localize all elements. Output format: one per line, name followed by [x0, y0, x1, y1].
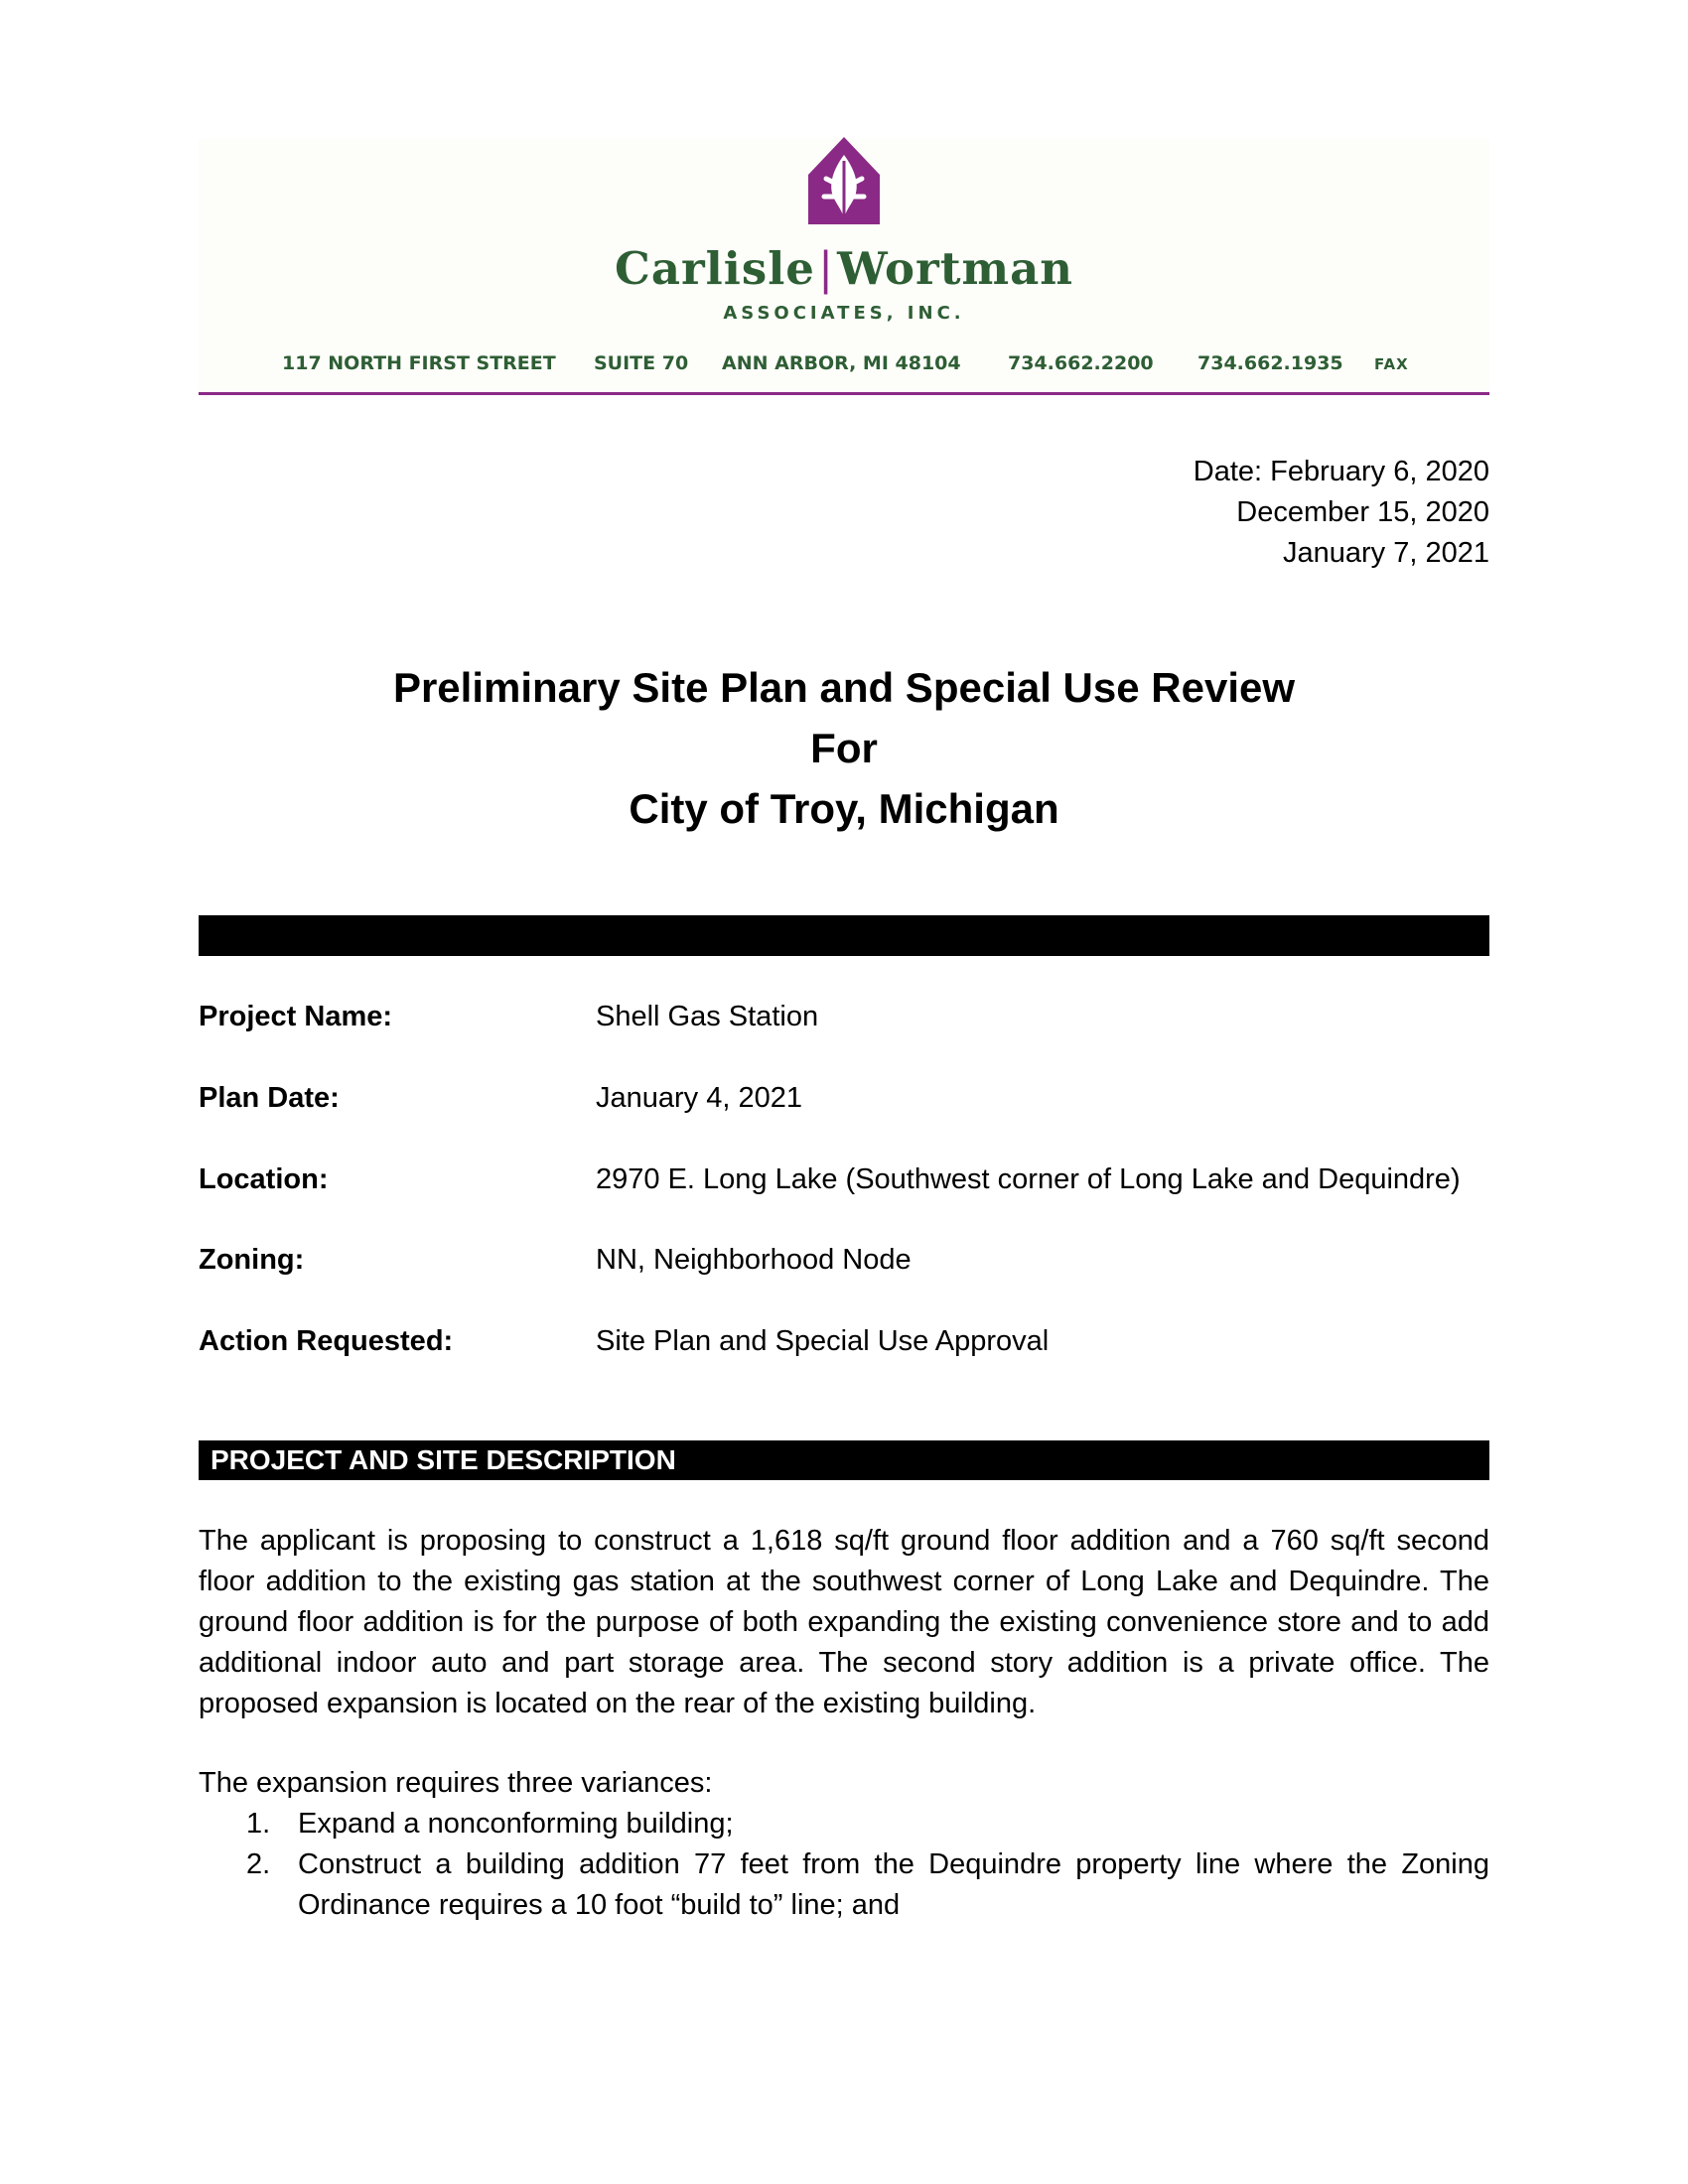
date-line-2: December 15, 2020: [1236, 496, 1489, 528]
action-requested-label: Action Requested:: [199, 1325, 454, 1357]
list-number: 1.: [246, 1808, 271, 1840]
project-description-paragraph: The applicant is proposing to construct a 1,618 sq/ft ground floor addition and a 760 sq/ft second floor addition to the existing gas station at the southwest corner of Long Lake and Dequindre. The ground floor addition is for the purpose of both expanding the existing convenience store and to add additional indoor auto and part storage area. The second story addition is a private office. The proposed expansion is located on the rear of the existing building.: [199, 1525, 1489, 1719]
list-item: [199, 1804, 1489, 1844]
project-name-value: Shell Gas Station: [596, 1001, 819, 1032]
name-divider: |: [817, 242, 835, 295]
company-name-left: Carlisle: [615, 242, 815, 295]
letterhead-divider: [199, 392, 1489, 395]
project-name-label: Project Name:: [199, 1001, 393, 1032]
address-street: 117 NORTH FIRST STREET: [282, 352, 556, 374]
fax-label: FAX: [1374, 355, 1409, 373]
title-line-2: For: [810, 725, 878, 771]
list-item: [199, 1844, 1489, 1926]
document-title: [199, 657, 1489, 839]
title-line-3: City of Troy, Michigan: [629, 785, 1059, 832]
action-requested-value: Site Plan and Special Use Approval: [596, 1325, 1050, 1357]
zoning-value: NN, Neighborhood Node: [596, 1244, 912, 1276]
date-block: [1194, 452, 1489, 574]
variances-list: [199, 1804, 1489, 1926]
title-line-1: Preliminary Site Plan and Special Use Review: [392, 664, 1296, 711]
list-number: 2.: [246, 1848, 271, 1880]
company-subtitle: ASSOCIATES, INC.: [723, 303, 965, 324]
zoning-label: Zoning:: [199, 1244, 305, 1276]
phone-number: 734.662.2200: [1008, 352, 1154, 374]
house-leaf-logo-icon: [804, 135, 884, 226]
company-name: [546, 242, 1142, 295]
date-line-1: Date: February 6, 2020: [1193, 456, 1489, 487]
list-text: Construct a building addition 77 feet from the Dequindre property line where the Zoning Ordinance requires a 10 foot “build to” line; and: [298, 1848, 1489, 1921]
plan-date-value: January 4, 2021: [596, 1082, 802, 1114]
address-city: ANN ARBOR, MI 48104: [722, 352, 961, 374]
location-value: 2970 E. Long Lake (Southwest corner of Long Lake and Dequindre): [596, 1163, 1461, 1195]
date-line-3: January 7, 2021: [1283, 537, 1489, 569]
variances-intro: The expansion requires three variances:: [199, 1767, 713, 1799]
location-label: Location:: [199, 1163, 329, 1195]
section-heading: PROJECT AND SITE DESCRIPTION: [199, 1440, 1489, 1480]
company-name-right: Wortman: [837, 242, 1073, 295]
title-divider-bar: [199, 915, 1489, 956]
list-text: Expand a nonconforming building;: [298, 1808, 734, 1840]
plan-date-label: Plan Date:: [199, 1082, 340, 1114]
address-line: [199, 352, 1489, 380]
fax-number: 734.662.1935: [1197, 352, 1343, 374]
address-suite: SUITE 70: [594, 352, 689, 374]
